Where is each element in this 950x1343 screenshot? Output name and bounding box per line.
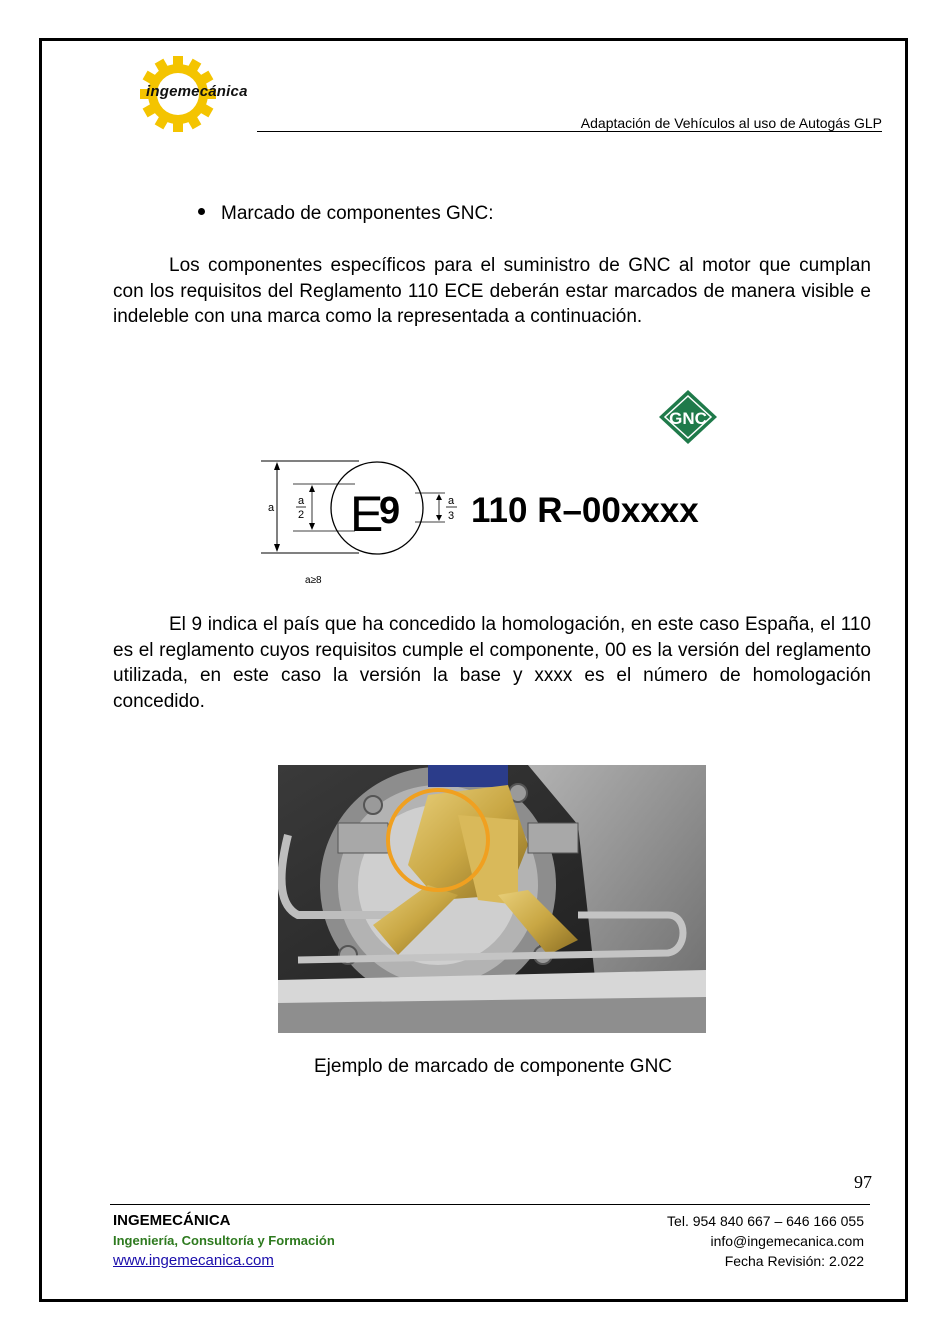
footer-website-link[interactable]: www.ingemecanica.com (113, 1252, 274, 1269)
gnc-badge (657, 388, 719, 446)
gnc-badge-text: GNC (669, 409, 707, 428)
marking-min-size: a≥8 (305, 575, 322, 586)
bullet-dot-icon (198, 208, 205, 215)
footer-right (667, 1211, 864, 1271)
footer-company: INGEMECÁNICA (113, 1212, 231, 1229)
marking-code: 110 R–00xxxx (471, 491, 699, 530)
paragraph-1-text: Los componentes específicos para el suministro de GNC al motor que cumplan con los requisitos del Reglamento 110 ECE deberán estar marcados de manera visible e indeleble con una marca como la representada a continuación. (113, 255, 871, 327)
bullet-text: Marcado de componentes GNC: (221, 203, 494, 224)
paragraph-1 (113, 253, 871, 330)
paragraph-2 (113, 612, 871, 714)
paragraph-2-text: El 9 indica el país que ha concedido la homologación, en este caso España, el 110 es el reglamento cuyos requisitos cumple el componente, 00 es la versión del reglamento utilizada, en este caso la versión la base y xxxx es el número de homologación concedido. (113, 614, 871, 712)
marking-letter: E (350, 486, 384, 542)
page-number: 97 (854, 1172, 872, 1192)
footer-left (113, 1211, 335, 1271)
footer-phone: Tel. 954 840 667 – 646 166 055 (667, 1213, 864, 1229)
dim-half-num: a (298, 495, 305, 507)
footer-tagline: Ingeniería, Consultoría y Formación (113, 1233, 335, 1248)
footer-revision: Fecha Revisión: 2.022 (724, 1253, 864, 1269)
bullet-heading (198, 203, 493, 225)
ece-marking-diagram (255, 452, 735, 592)
footer-email: info@ingemecanica.com (710, 1233, 864, 1249)
dim-third-num: a (448, 495, 455, 507)
component-photo (278, 765, 706, 1033)
company-logo (130, 56, 260, 132)
dim-third-den: 3 (448, 510, 455, 522)
header-title: Adaptación de Vehículos al uso de Autogás GLP (580, 115, 882, 131)
logo-text: ingemecánica (146, 83, 248, 100)
footer-rule (110, 1204, 870, 1205)
dim-half-den: 2 (298, 509, 305, 521)
marking-country-number: 9 (379, 490, 401, 532)
header-rule (257, 131, 882, 132)
dim-a-label: a (268, 502, 275, 514)
photo-caption: Ejemplo de marcado de componente GNC (313, 1056, 673, 1077)
